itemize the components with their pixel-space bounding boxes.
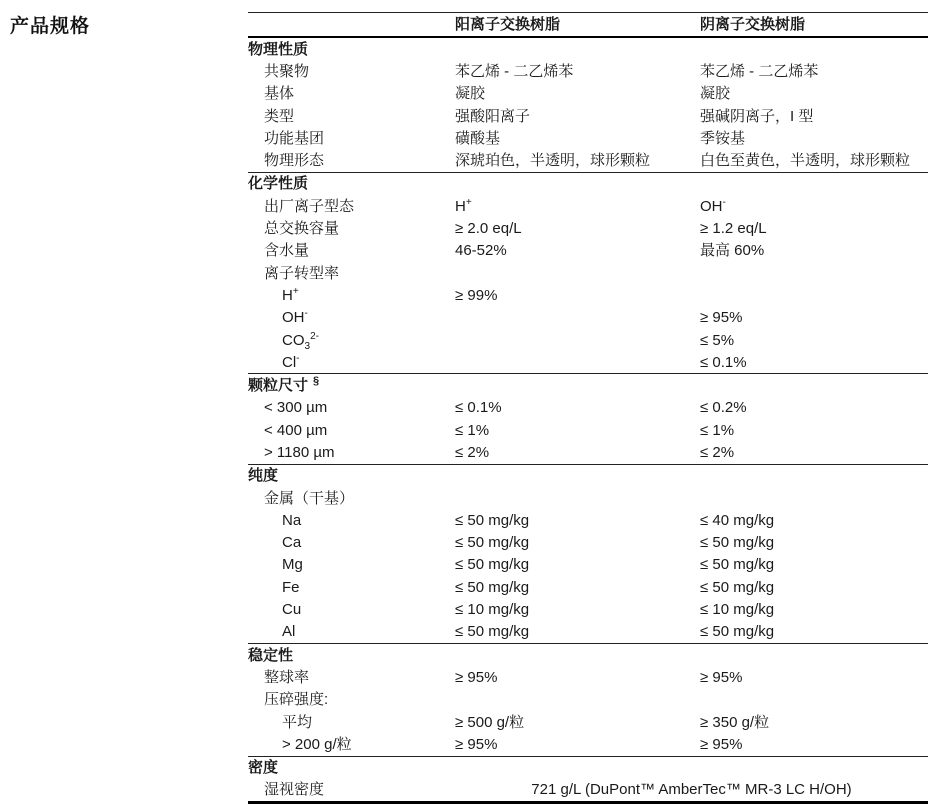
- table-row: [248, 689, 928, 711]
- table-row: [248, 598, 928, 620]
- table-section: [248, 757, 928, 802]
- cell-cation-resin: ≤ 0.1%: [455, 399, 502, 417]
- row-label: 出厂离子型态: [264, 197, 355, 215]
- row-label: 离子转型率: [264, 264, 340, 282]
- table-row: [248, 554, 928, 576]
- table-row: [248, 666, 928, 688]
- cell-cation-resin: ≥ 95%: [455, 735, 498, 753]
- cell-anion-resin: ≥ 95%: [700, 668, 743, 686]
- row-label: 物理形态: [264, 152, 325, 170]
- table-row: [248, 127, 928, 149]
- section-title: 颗粒尺寸 §: [248, 375, 320, 395]
- cell-cation-resin: 凝胶: [455, 85, 486, 103]
- row-label: > 200 g/粒: [282, 735, 352, 753]
- cell-anion-resin: 白色至黄色，半透明，球形颗粒: [700, 152, 911, 170]
- row-label: 含水量: [264, 242, 310, 260]
- table-row: [248, 195, 928, 217]
- table-section: [248, 173, 928, 375]
- cell-anion-resin: ≤ 1%: [700, 421, 735, 439]
- table-section: [248, 644, 928, 756]
- table-row: [248, 307, 928, 329]
- cell-cation-resin: ≤ 50 mg/kg: [455, 556, 530, 574]
- cell-anion-resin: ≤ 10 mg/kg: [700, 601, 775, 619]
- cell-cation-resin: ≤ 50 mg/kg: [455, 623, 530, 641]
- cell-cation-resin: 苯乙烯 - 二乙烯苯: [455, 62, 574, 80]
- table-section: [248, 465, 928, 644]
- table-row: [248, 329, 928, 351]
- section-title: 化学性质: [248, 175, 309, 193]
- cell-cation-resin: ≤ 2%: [455, 443, 490, 461]
- row-label: 总交换容量: [264, 220, 340, 238]
- row-label: 金属（干基）: [264, 489, 355, 507]
- table-row: [248, 532, 928, 554]
- row-label: < 300 µm: [264, 399, 328, 417]
- cell-anion-resin: ≤ 50 mg/kg: [700, 578, 775, 596]
- row-label: Na: [282, 511, 302, 529]
- cell-anion-resin: ≤ 0.2%: [700, 399, 747, 417]
- row-label: Fe: [282, 578, 300, 596]
- cell-cation-resin: 磺酸基: [455, 129, 501, 147]
- table-section: [248, 38, 928, 173]
- row-label: Cl-: [282, 352, 300, 371]
- cell-cation-resin: ≤ 10 mg/kg: [455, 601, 530, 619]
- page-title: 产品规格: [10, 16, 91, 37]
- row-label: Mg: [282, 556, 303, 574]
- table-row: [248, 711, 928, 733]
- section-header-row: [248, 644, 928, 666]
- row-label: 共聚物: [264, 62, 310, 80]
- table-row: [248, 779, 928, 801]
- table-row: [248, 149, 928, 171]
- section-title-footnote-mark: §: [313, 375, 320, 388]
- cell-cation-resin: 深琥珀色，半透明，球形颗粒: [455, 152, 651, 170]
- row-label: H+: [282, 285, 299, 304]
- table-row: [248, 262, 928, 284]
- table-row: [248, 83, 928, 105]
- table-header-row: [248, 12, 928, 38]
- row-label: 平均: [282, 713, 313, 731]
- section-header-row: [248, 465, 928, 487]
- cell-anion-resin: 苯乙烯 - 二乙烯苯: [700, 62, 819, 80]
- table-row: [248, 576, 928, 598]
- cell-anion-resin: ≥ 1.2 eq/L: [700, 220, 767, 238]
- cell-anion-resin: ≤ 5%: [700, 331, 735, 349]
- cell-cation-resin: ≥ 99%: [455, 286, 498, 304]
- cell-anion-resin: ≤ 0.1%: [700, 353, 747, 371]
- cell-anion-resin: 季铵基: [700, 129, 746, 147]
- row-label: 压碎强度:: [264, 691, 329, 709]
- table-row: [248, 60, 928, 82]
- section-title: 密度: [248, 759, 279, 777]
- table-row: [248, 441, 928, 463]
- table-row: [248, 397, 928, 419]
- cell-cation-resin: ≤ 50 mg/kg: [455, 511, 530, 529]
- section-header-row: [248, 38, 928, 60]
- row-label: < 400 µm: [264, 421, 328, 439]
- table-row: [248, 487, 928, 509]
- table-row: [248, 733, 928, 755]
- row-label: 类型: [264, 107, 295, 125]
- row-value-spanning: 721 g/L (DuPont™ AmberTec™ MR-3 LC H/OH): [531, 781, 852, 799]
- row-label: 整球率: [264, 668, 310, 686]
- section-header-row: [248, 374, 928, 396]
- cell-cation-resin: ≥ 95%: [455, 668, 498, 686]
- table-row: [248, 105, 928, 127]
- section-title: 纯度: [248, 467, 279, 485]
- spec-table: [248, 12, 928, 804]
- cell-anion-resin: ≤ 50 mg/kg: [700, 534, 775, 552]
- table-section: [248, 374, 928, 464]
- table-row: [248, 240, 928, 262]
- cell-anion-resin: ≤ 2%: [700, 443, 735, 461]
- row-label: $CO_3^{2-}$: [282, 330, 319, 352]
- cell-anion-resin: ≤ 50 mg/kg: [700, 556, 775, 574]
- column-header-cation-resin: 阳离子交换树脂: [455, 16, 561, 33]
- cell-anion-resin: ≤ 50 mg/kg: [700, 623, 775, 641]
- cell-cation-resin: H+: [455, 196, 472, 215]
- cell-cation-resin: 46-52%: [455, 242, 507, 260]
- cell-anion-resin: ≥ 95%: [700, 735, 743, 753]
- table-row: [248, 351, 928, 373]
- section-header-row: [248, 757, 928, 779]
- cell-anion-resin: ≤ 40 mg/kg: [700, 511, 775, 529]
- row-label: Al: [282, 623, 296, 641]
- section-title: 物理性质: [248, 40, 309, 58]
- table-row: [248, 509, 928, 531]
- cell-anion-resin: ≥ 95%: [700, 309, 743, 327]
- cell-anion-resin: OH-: [700, 196, 726, 215]
- table-row: [248, 621, 928, 643]
- cell-cation-resin: ≥ 500 g/粒: [455, 713, 525, 731]
- table-row: [248, 419, 928, 441]
- cell-cation-resin: ≤ 1%: [455, 421, 490, 439]
- cell-anion-resin: 最高 60%: [700, 242, 765, 260]
- cell-anion-resin: 凝胶: [700, 85, 731, 103]
- section-title: 稳定性: [248, 646, 294, 664]
- table-row: [248, 217, 928, 239]
- table-body: [248, 38, 928, 801]
- cell-cation-resin: ≤ 50 mg/kg: [455, 534, 530, 552]
- row-label: Cu: [282, 601, 302, 619]
- row-label: OH-: [282, 308, 308, 327]
- table-row: [248, 284, 928, 306]
- section-header-row: [248, 173, 928, 195]
- row-label: Ca: [282, 534, 302, 552]
- cell-anion-resin: ≥ 350 g/粒: [700, 713, 770, 731]
- row-label: 基体: [264, 85, 295, 103]
- row-label: 湿视密度: [264, 781, 325, 799]
- cell-cation-resin: 强酸阳离子: [455, 107, 531, 125]
- row-label: 功能基团: [264, 129, 325, 147]
- row-label: > 1180 µm: [264, 443, 335, 461]
- cell-cation-resin: ≥ 2.0 eq/L: [455, 220, 522, 238]
- cell-cation-resin: ≤ 50 mg/kg: [455, 578, 530, 596]
- cell-anion-resin: 强碱阴离子，I 型: [700, 107, 814, 125]
- column-header-anion-resin: 阴离子交换树脂: [700, 16, 806, 33]
